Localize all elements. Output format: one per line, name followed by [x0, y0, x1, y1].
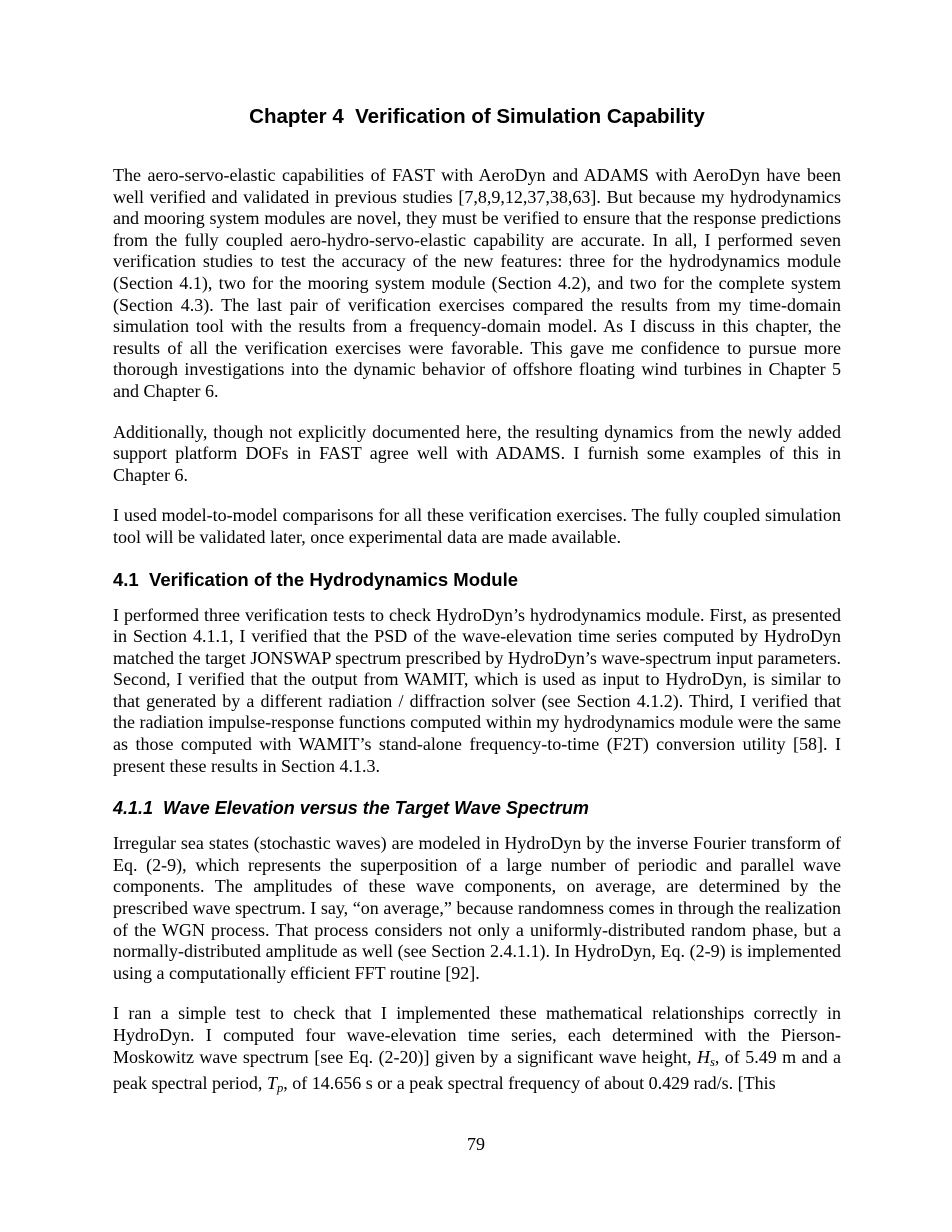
paragraph-hydrodyn-tests: I performed three verification tests to check HydroDyn’s hydrodynamics module. First, as presented in Section 4.1.1, I verified that the PSD of the wave-elevation time series computed by HydroDyn matched the target JONSWAP spectrum prescribed by HydroDyn’s wave-spectrum input parameters. Second, I verified that the output from WAMIT, which is used as input to HydroDyn, is similar to that generated by a different radiation / diffraction solver (see Section 4.1.2). Third, I verified that the radiation impulse-response functions computed within my hydrodynamics module were the same as those computed with WAMIT’s stand-alone frequency-to-time (F2T) conversion utility [58]. I present these results in Section 4.1.3. [113, 604, 841, 776]
paragraph-simple-test: I ran a simple test to check that I implemented these mathematical relationships correctly in HydroDyn. I computed four wave-elevation time series, each determined with the Pierson-Moskowitz wave spectrum [see Eq. (2-20)] given by a significant wave height, Hs, of 5.49 m and a peak spectral period, Tp, of 14.656 s or a peak spectral frequency of about 0.429 rad/s. [This [113, 1003, 841, 1096]
paragraph-irregular-sea-states: Irregular sea states (stochastic waves) are modeled in HydroDyn by the inverse Fourier transform of Eq. (2-9), which represents the superposition of a large number of periodic and parallel wave components. The amplitudes of these wave components, on average, are determined by the prescribed wave spectrum. I say, “on average,” because randomness comes in through the realization of the WGN process. That process considers not only a uniformly-distributed random phase, but a normally-distributed amplitude as well (see Section 2.4.1.1). In HydroDyn, Eq. (2-9) is implemented using a computationally efficient FFT routine [92]. [113, 833, 841, 983]
page-number: 79 [467, 1134, 485, 1154]
subsection-heading-4-1-1: 4.1.1 Wave Elevation versus the Target Wave Spectrum [113, 798, 589, 819]
section-heading-4-1: 4.1 Verification of the Hydrodynamics Module [113, 568, 519, 590]
paragraph-additional-dofs: Additionally, though not explicitly documented here, the resulting dynamics from the newly added support platform DOFs in FAST agree well with ADAMS. I furnish some examples of this in Chapter 6. [113, 421, 841, 485]
paragraph-model-to-model: I used model-to-model comparisons for all these verification exercises. The fully coupled simulation tool will be validated later, once experimental data are made available. [113, 505, 841, 547]
chapter-title: Chapter 4 Verification of Simulation Capability [249, 105, 705, 128]
paragraph-intro-verification: The aero-servo-elastic capabilities of FAST with AeroDyn and ADAMS with AeroDyn have been well verified and validated in previous studies [7,8,9,12,37,38,63]. But because my hydrodynamics and mooring system modules are novel, they must be verified to ensure that the response predictions from the fully coupled aero-hydro-servo-elastic capability are accurate. In all, I performed seven verification studies to test the accuracy of the new features: three for the hydrodynamics module (Section 4.1), two for the mooring system module (Section 4.2), and two for the complete system (Section 4.3). The last pair of verification exercises compared the results from my time-domain simulation tool with the results from a frequency-domain model. As I discuss in this chapter, the results of all the verification exercises were favorable. This gave me confidence to pursue more thorough investigations into the dynamic behavior of offshore floating wind turbines in Chapter 5 and Chapter 6. [113, 165, 841, 401]
